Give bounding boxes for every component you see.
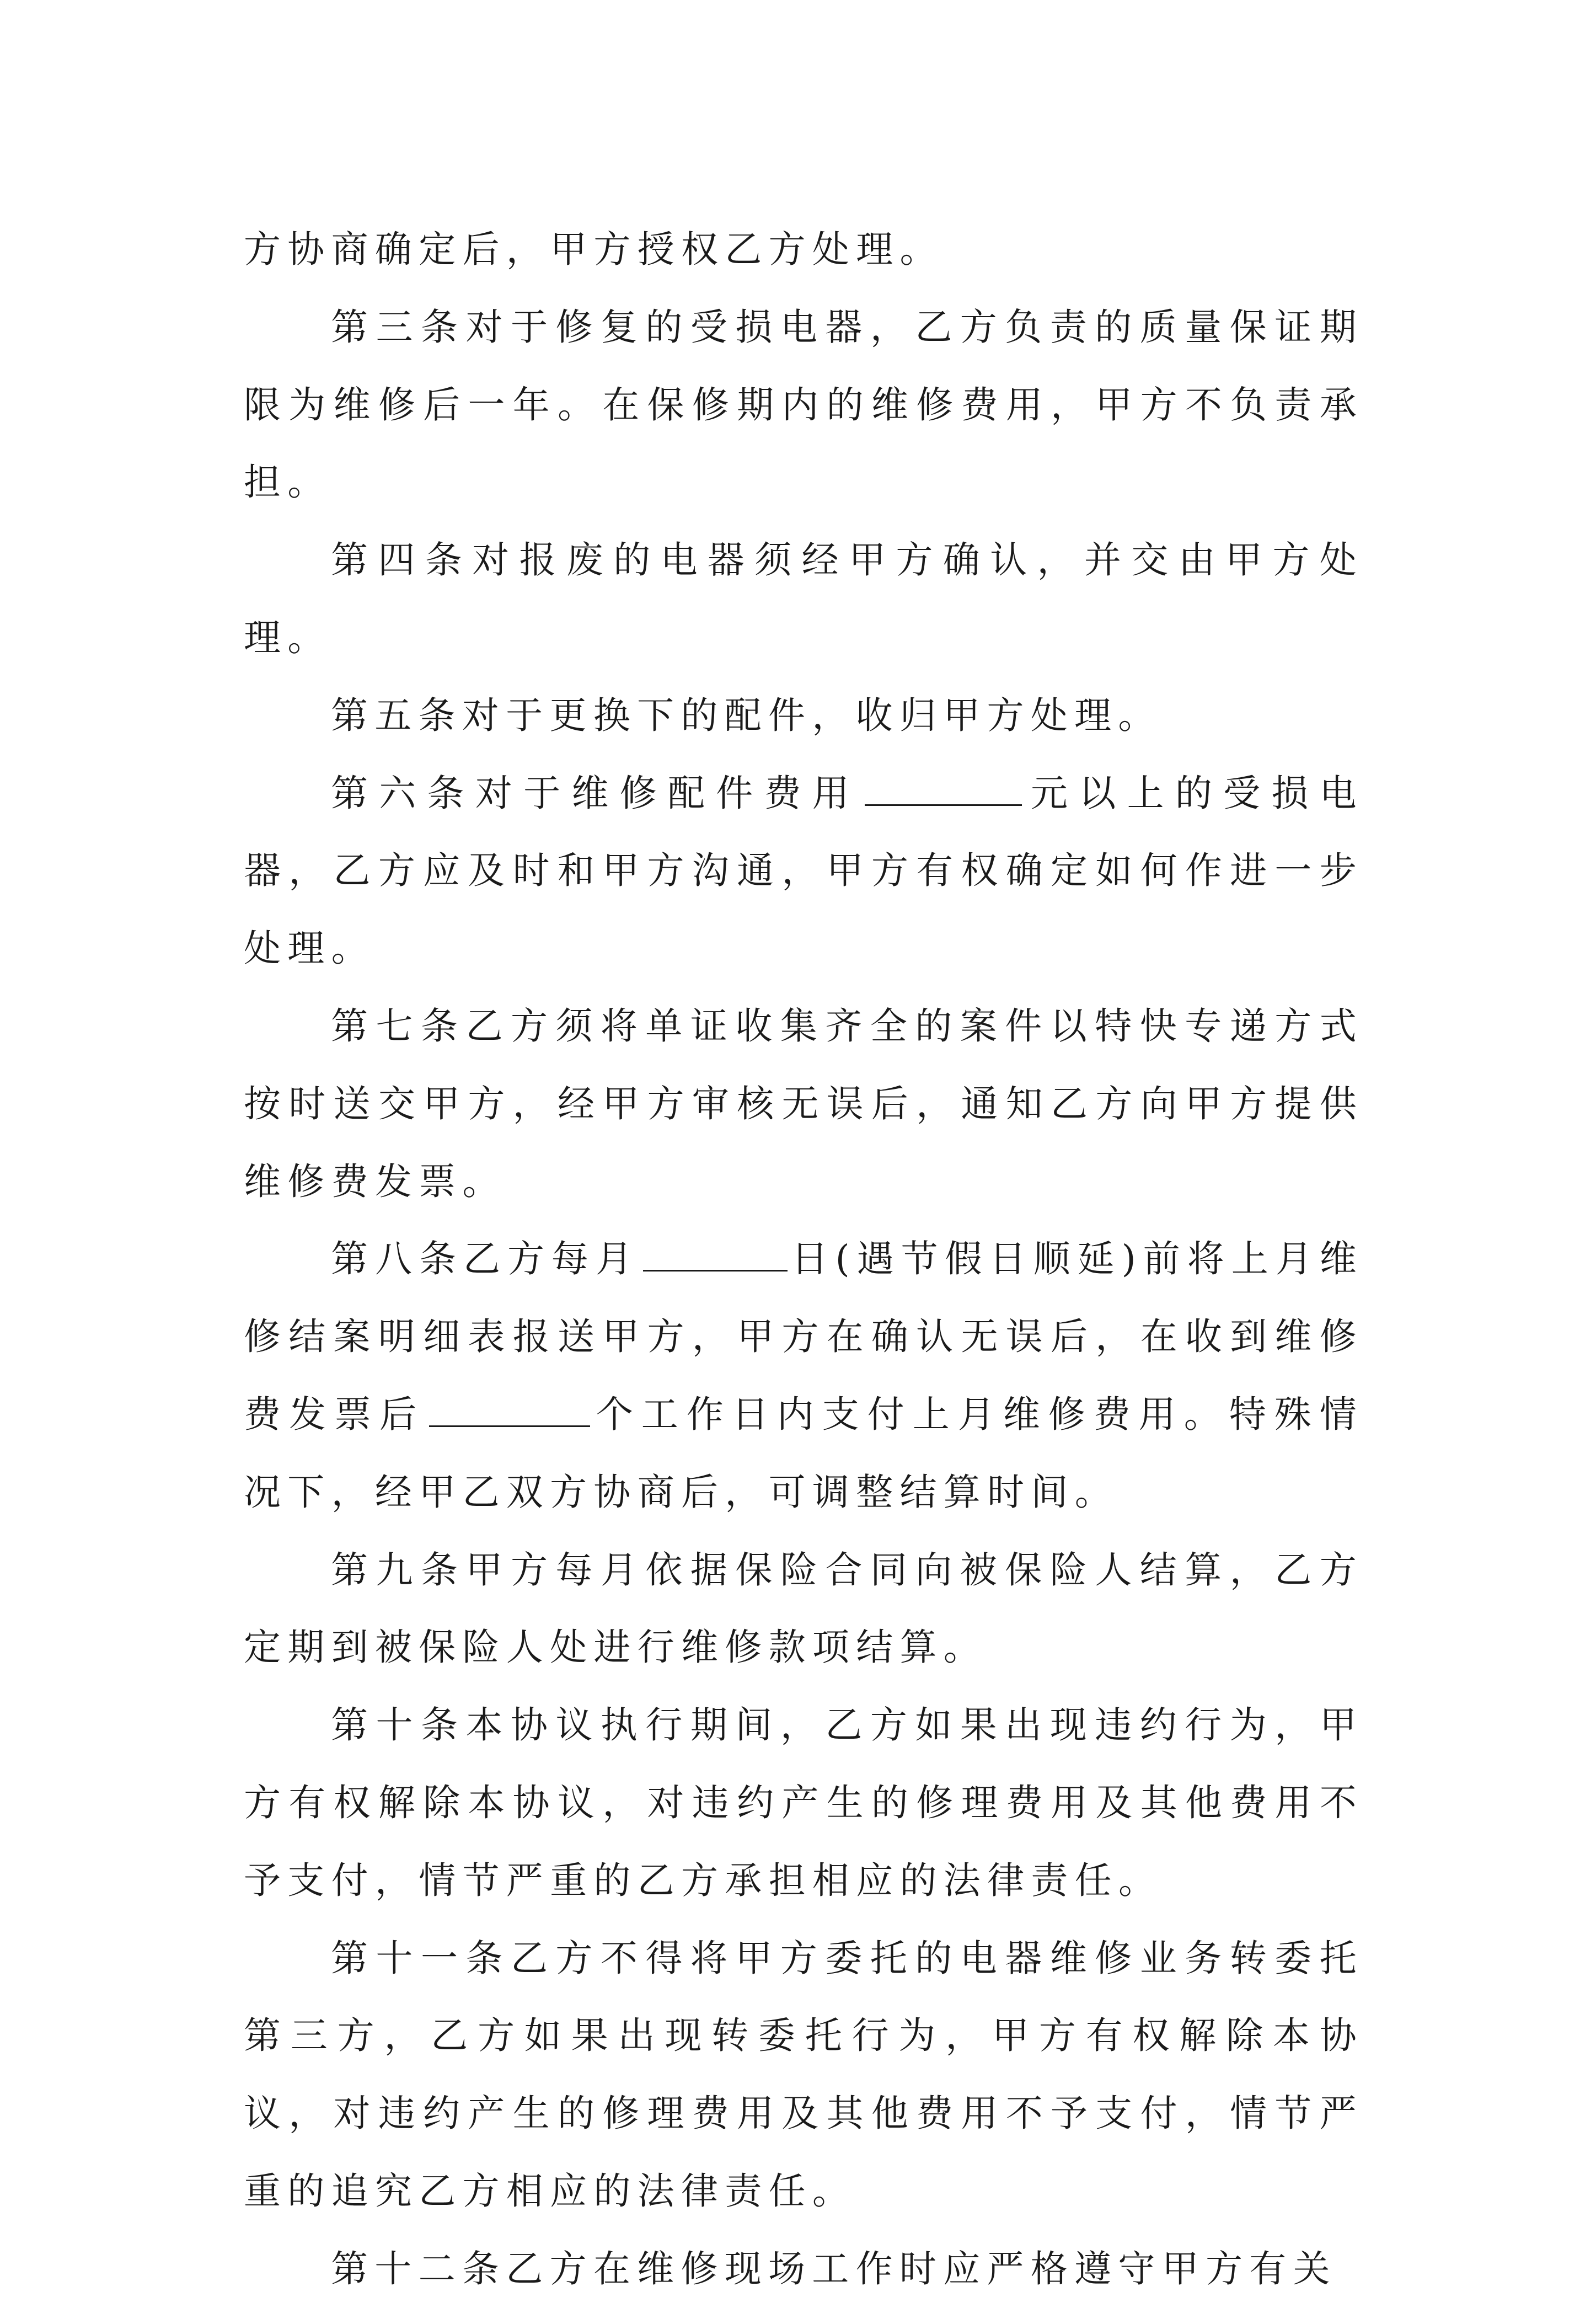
clause-5-text: 第五条对于更换下的配件，收归甲方处理。 [331,693,1162,737]
clause-12-text: 第十二条乙方在维修现场工作时应严格遵守甲方有关 [331,2247,1337,2290]
fill-in-blank-workdays [429,1395,590,1427]
clause-4 [244,521,1363,677]
clause-7 [244,987,1363,1220]
paragraph-text: 方协商确定后，甲方授权乙方处理。 [244,228,944,271]
clause-4-text: 第四条对报废的电器须经甲方确认，并交由甲方处理。 [244,538,1363,659]
fill-in-blank-day [643,1239,788,1271]
fill-in-blank-amount [865,773,1022,806]
clause-11 [244,1920,1363,2230]
clause-11-text: 第十一条乙方不得将甲方委托的电器维修业务转委托第三方，乙方如果出现转委托行为，甲方有权解除本协议，对违约产生的修理费用及其他费用不予支付，情节严重的追究乙方相应的法律责任。 [244,1936,1363,2213]
clause-6-text-after: 元以上的受损电器，乙方应及时和甲方沟通，甲方有权确定如何作进一步处理。 [244,771,1363,970]
clause-7-text: 第七条乙方须将单证收集齐全的案件以特快专递方式按时送交甲方，经甲方审核无误后，通知乙方向甲方提供维修费发票。 [244,1004,1363,1203]
clause-12 [244,2230,1363,2308]
clause-9-text: 第九条甲方每月依据保险合同向被保险人结算，乙方定期到被保险人处进行维修款项结算。 [244,1548,1363,1669]
clause-8-text-before: 第八条乙方每月 [331,1237,640,1281]
clause-8-text-middle: 日(遇节假日顺延)前将上月维修结案明细表报送甲方，甲方在确认无误后，在收到维修费发票后 [244,1237,1363,1436]
clause-6-text-before: 第六条对于维修配件费用 [331,771,861,815]
clause-6 [244,755,1363,987]
clause-10 [244,1686,1363,1919]
clause-5 [244,677,1363,755]
paragraph-continuation [244,211,1363,288]
clause-3-text: 第三条对于修复的受损电器，乙方负责的质量保证期限为维修后一年。在保修期内的维修费用，甲方不负责承担。 [244,305,1363,504]
clause-3 [244,288,1363,521]
clause-8-text-after: 个工作日内支付上月维修费用。特殊情况下，经甲乙双方协商后，可调整结算时间。 [244,1392,1363,1514]
clause-9 [244,1531,1363,1687]
document-body [244,211,1363,2308]
clause-10-text: 第十条本协议执行期间，乙方如果出现违约行为，甲方有权解除本协议，对违约产生的修理费用及其他费用不予支付，情节严重的乙方承担相应的法律责任。 [244,1703,1363,1902]
clause-8 [244,1220,1363,1531]
